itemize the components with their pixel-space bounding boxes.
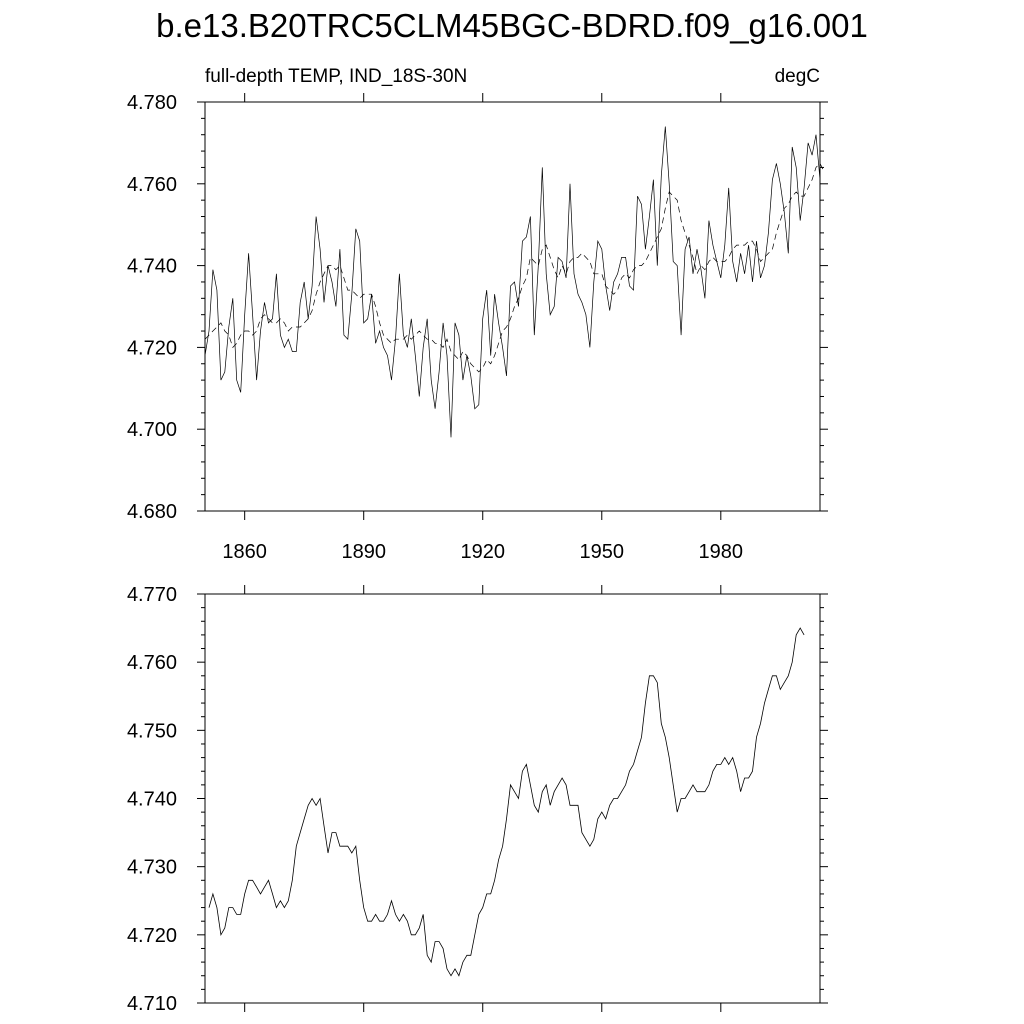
x-tick-label: 1950 xyxy=(579,541,625,563)
y-tick-label: 4.730 xyxy=(126,856,177,879)
y-tick-label: 4.740 xyxy=(126,255,177,278)
y-tick-label: 4.770 xyxy=(126,584,177,606)
y-tick-label: 4.780 xyxy=(126,92,177,114)
plot-frame xyxy=(205,102,820,511)
x-tick-label: 1860 xyxy=(222,541,267,563)
top-panel-left-label: full-depth TEMP, IND_18S-30N xyxy=(205,66,468,87)
series-line xyxy=(205,127,820,438)
y-tick-label: 4.700 xyxy=(126,419,177,442)
x-tick-label: 1890 xyxy=(341,541,386,563)
bottom-panel xyxy=(127,584,828,1015)
y-tick-label: 4.720 xyxy=(126,337,177,360)
x-tick-label: 1920 xyxy=(460,541,505,563)
y-tick-label: 4.710 xyxy=(126,993,177,1015)
y-tick-label: 4.750 xyxy=(126,720,177,743)
chart-title: b.e13.B20TRC5CLM45BGC-BDRD.f09_g16.001 xyxy=(156,7,868,44)
series-line xyxy=(209,628,804,976)
y-tick-label: 4.680 xyxy=(126,501,177,523)
plot-frame xyxy=(205,594,820,1003)
y-tick-label: 4.760 xyxy=(126,173,177,196)
smoothed-series-line xyxy=(205,163,824,372)
top-panel-units-label: degC xyxy=(774,66,820,87)
y-tick-label: 4.740 xyxy=(126,788,177,811)
x-tick-label: 1980 xyxy=(698,541,744,563)
y-tick-label: 4.720 xyxy=(126,924,177,947)
y-tick-label: 4.760 xyxy=(126,652,177,675)
top-panel xyxy=(127,66,828,563)
